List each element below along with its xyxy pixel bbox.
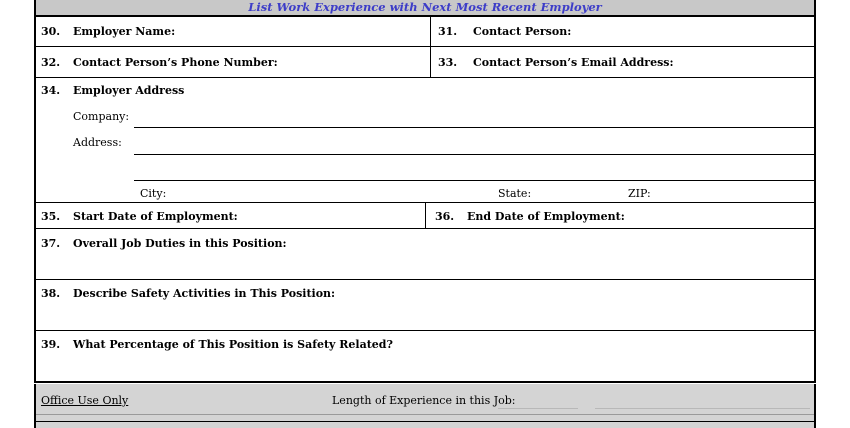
address-field[interactable] [134,135,816,154]
job-duties-field[interactable] [40,252,812,277]
employer-address-label: Employer Address [73,84,185,97]
start-date-field[interactable] [240,205,422,226]
safety-activities-label: Describe Safety Activities in This Position: [73,287,336,300]
row-divider [34,77,816,78]
field-number-32: 32. [41,56,61,69]
address-line2-underline [134,180,816,181]
employer-name-field[interactable] [205,20,427,44]
field-number-30: 30. [41,25,61,38]
field-number-35: 35. [41,210,61,223]
field-number-31: 31. [438,25,458,38]
office-divider [36,414,814,415]
end-date-field[interactable] [630,205,813,226]
office-extra-underline [595,408,810,409]
contact-phone-label: Contact Person’s Phone Number: [73,56,278,69]
field-number-37: 37. [41,237,61,250]
start-date-label: Start Date of Employment: [73,210,238,223]
address-label: Address: [73,136,122,149]
field-number-39: 39. [41,338,61,351]
safety-percentage-label: What Percentage of This Position is Safety Related? [73,338,393,351]
contact-email-label: Contact Person’s Email Address: [473,56,674,69]
city-label: City: [140,187,167,200]
zip-label: ZIP: [628,187,651,200]
field-number-33: 33. [438,56,458,69]
employer-name-label: Employer Name: [73,25,176,38]
field-number-34: 34. [41,84,61,97]
length-of-experience-label: Length of Experience in this Job: [332,394,516,407]
contact-email-field[interactable] [665,50,813,74]
row-divider [34,228,816,229]
safety-activities-field[interactable] [40,302,812,328]
end-date-label: End Date of Employment: [467,210,625,223]
state-label: State: [498,187,532,200]
length-of-experience-underline [498,408,578,409]
contact-person-field[interactable] [585,20,813,44]
field-number-38: 38. [41,287,61,300]
contact-person-label: Contact Person: [473,25,572,38]
state-field[interactable] [534,184,624,201]
job-duties-label: Overall Job Duties in this Position: [73,237,287,250]
office-use-title: Office Use Only [41,394,129,407]
office-bottom-line [34,421,816,422]
contact-phone-field[interactable] [270,50,427,74]
company-underline [134,127,816,128]
section-header [34,0,816,15]
address-underline [134,154,816,155]
column-divider [430,15,431,77]
city-field[interactable] [170,184,490,201]
section-title: List Work Experience with Next Most Recent Employer [248,0,602,14]
zip-field[interactable] [654,184,812,201]
company-label: Company: [73,110,130,123]
address-line2-field[interactable] [134,161,816,180]
column-divider [425,202,426,228]
length-of-experience-field[interactable] [498,392,808,408]
safety-percentage-field[interactable] [40,354,812,380]
company-field[interactable] [134,108,816,127]
field-number-36: 36. [435,210,455,223]
row-divider [34,46,816,47]
row-divider [34,330,816,331]
row-divider [34,279,816,280]
